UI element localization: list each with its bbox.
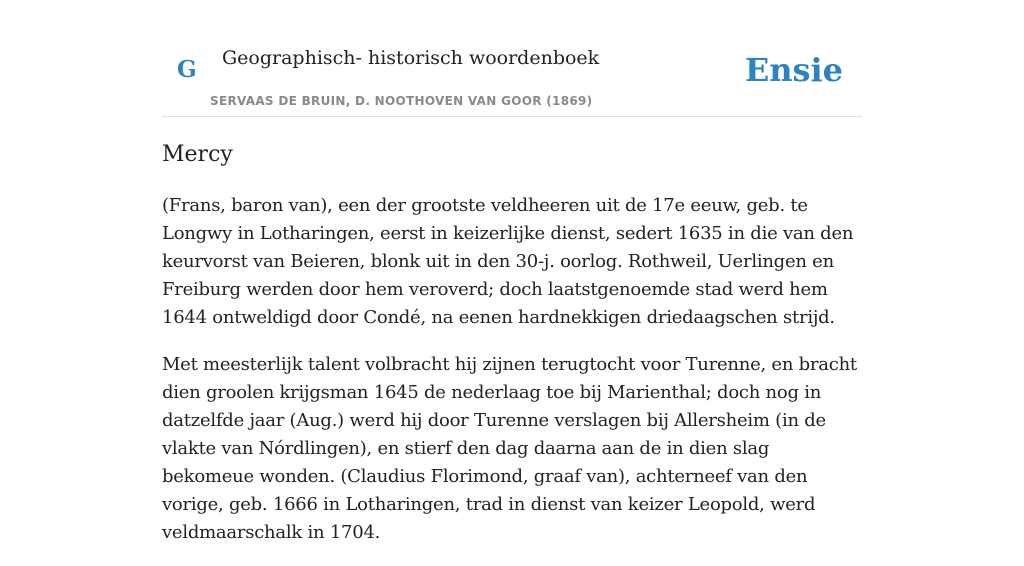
ensie-logo-link[interactable]: Ensie [744, 51, 843, 89]
book-title-link[interactable]: Geographisch- historisch woordenboek [222, 47, 600, 69]
entry-title: Mercy [162, 142, 233, 167]
book-header [162, 0, 862, 117]
entry-paragraph: (Frans, baron van), een der grootste veldheeren uit de 17e eeuw, geb. te Longwy in Lotharingen, eerst in keizerlijke dienst, sedert 1635 in die van den keurvorst van Beieren, blonk uit in den 30-j. oorlog. Rothweil, Uerlingen en Freiburg werden door hem veroverd; doch laatstgenoemde stad werd hem 1644 ontweldigd door Condé, na eenen hardnekkigen driedaagschen strijd. [162, 195, 854, 328]
entry-paragraph: Met meesterlijk talent volbracht hij zijnen terugtocht voor Turenne, en bracht dien groolen krijgsman 1645 de nederlaag toe bij Marienthal; doch nog in datzelfde jaar (Aug.) werd hij door Turenne verslagen bij Allersheim (in de vlakte van Nórdlingen), en stierf den dag daarna aan de in dien slag bekomeue wonden. (Claudius Florimond, graaf van), achterneef van den vorige, geb. 1666 in Lotharingen, trad in dienst van keizer Leopold, werd veldmaarschalk in 1704. [162, 354, 857, 543]
book-authors: SERVAAS DE BRUIN, D. NOOTHOVEN VAN GOOR (1869) [210, 94, 593, 108]
entry-body [162, 192, 866, 566]
book-logo-letter[interactable]: G [177, 56, 197, 83]
